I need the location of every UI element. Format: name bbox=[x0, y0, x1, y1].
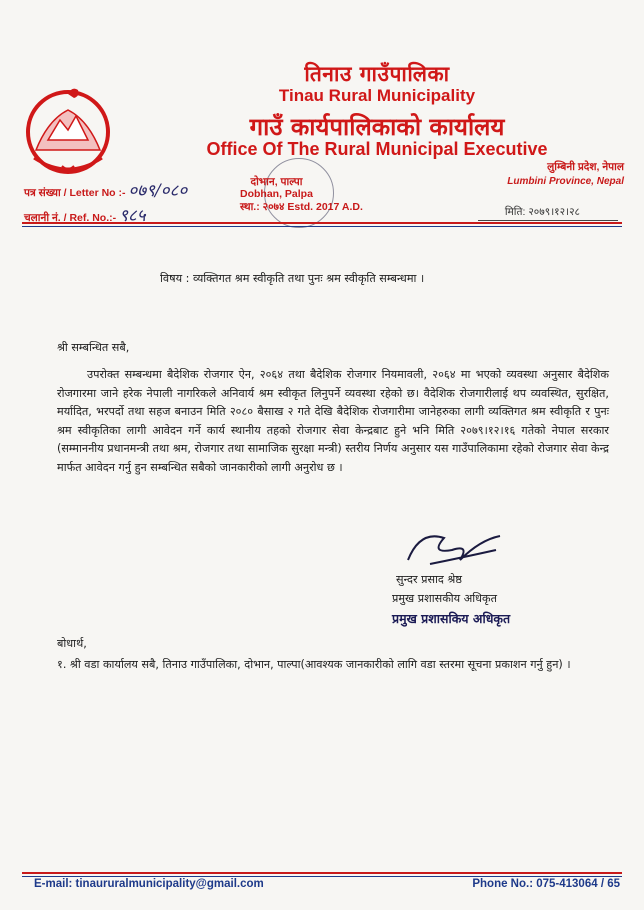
date-underline bbox=[478, 220, 618, 221]
designation-stamp: प्रमुख प्रशासकिय अधिकृत bbox=[392, 611, 511, 626]
letter-no-value: ०७९/०८० bbox=[128, 181, 188, 201]
province-np: लुम्बिनी प्रदेश, नेपाल bbox=[547, 161, 624, 173]
header-divider-blue bbox=[22, 226, 622, 227]
nepal-emblem-icon bbox=[18, 80, 118, 180]
footer-email: E-mail: tinaururalmunicipality@gmail.com bbox=[34, 878, 264, 890]
signatory-title: प्रमुख प्रशासकीय अधिकृत bbox=[392, 592, 498, 605]
header-divider-red bbox=[22, 222, 622, 224]
footer-divider-blue bbox=[22, 876, 622, 877]
executive-office-np: गाउँ कार्यपालिकाको कार्यालय bbox=[249, 113, 505, 141]
executive-office-en: Office Of The Rural Municipal Executive bbox=[206, 139, 548, 159]
signatory-name: सुन्दर प्रसाद श्रेष्ठ bbox=[396, 573, 462, 586]
letter-no-label: पत्र संख्या / Letter No :- bbox=[24, 187, 126, 199]
address-en: Dobhan, Palpa bbox=[240, 188, 313, 200]
office-name-en: Tinau Rural Municipality bbox=[278, 86, 476, 105]
letter-date: मिति: २०७९।१२।२८ bbox=[504, 206, 580, 218]
cc-label: बोधार्थ, bbox=[57, 637, 87, 650]
province-en: Lumbini Province, Nepal bbox=[507, 176, 624, 187]
footer-phone: Phone No.: 075-413064 / 65 bbox=[472, 878, 620, 890]
address-np: दोभान, पाल्पा bbox=[250, 176, 303, 188]
salutation: श्री सम्बन्धित सबै, bbox=[57, 341, 130, 354]
signature-icon bbox=[400, 520, 520, 578]
cc-item: १. श्री वडा कार्यालय सबै, तिनाउ गाउँपालिका, दोभान, पाल्पा(आवश्यक जानकारीको लागि वडा स्तरमा सूचना प्रकाशन गर्नु हुन) । bbox=[57, 658, 571, 671]
letter-subject: विषय : व्यक्तिगत श्रम स्वीकृति तथा पुनः श्रम स्वीकृति सम्बन्धमा । bbox=[160, 272, 425, 285]
office-address bbox=[240, 176, 313, 200]
letter-no bbox=[24, 178, 187, 201]
office-name-np: तिनाउ गाउँपालिका bbox=[304, 62, 450, 86]
ref-no-value: ९८५ bbox=[119, 206, 146, 226]
letter-body: उपरोक्त सम्बन्धमा बैदेशिक रोजगार ऐन, २०६४ तथा बैदेशिक रोजगार नियमावली, २०६४ मा भएको व्यवस्था अनुसार बैदेशिक रोजगारमा जाने हरेक नेपाली नागरिकले अनिवार्य श्रम स्वीकृत लिनुपर्ने व्यवस्था रहेको छ। वैदेशिक रोजगारीलाई थप व्यवस्थित, सुरक्षित, मर्यादित, भरपर्दो तथा सहज बनाउन मिति २०८० बैसाख २ गते देखि बैदेशिक रोजगारीमा जानेहरुका लागी व्यक्तिगत श्रम स्वीकृति र पुनः श्रम स्वीकृतिका लागी आवेदन गर्ने कार्य स्थानीय तहको रोजगार सेवा केन्द्रबाट हुने भनि मिति २०७९।१२।१६ गतेको नेपाल सरकार (सम्माननीय प्रधानमन्त्री तथा श्रम, रोजगार तथा सामाजिक सुरक्षा मन्त्री) स्तरीय निर्णय अनुसार यस गाउँपालिकामा रहेको रोजगार सेवा केन्द्र मार्फत आवेदन गर्नु हुन सम्बन्धित सबैको जानकारीको लागी अनुरोध छ । bbox=[57, 368, 609, 474]
established: स्था.: २०७४ Estd. 2017 A.D. bbox=[240, 201, 363, 213]
footer-divider-red bbox=[22, 872, 622, 874]
ref-no-label: चलानी नं. / Ref. No.:- bbox=[24, 212, 117, 224]
